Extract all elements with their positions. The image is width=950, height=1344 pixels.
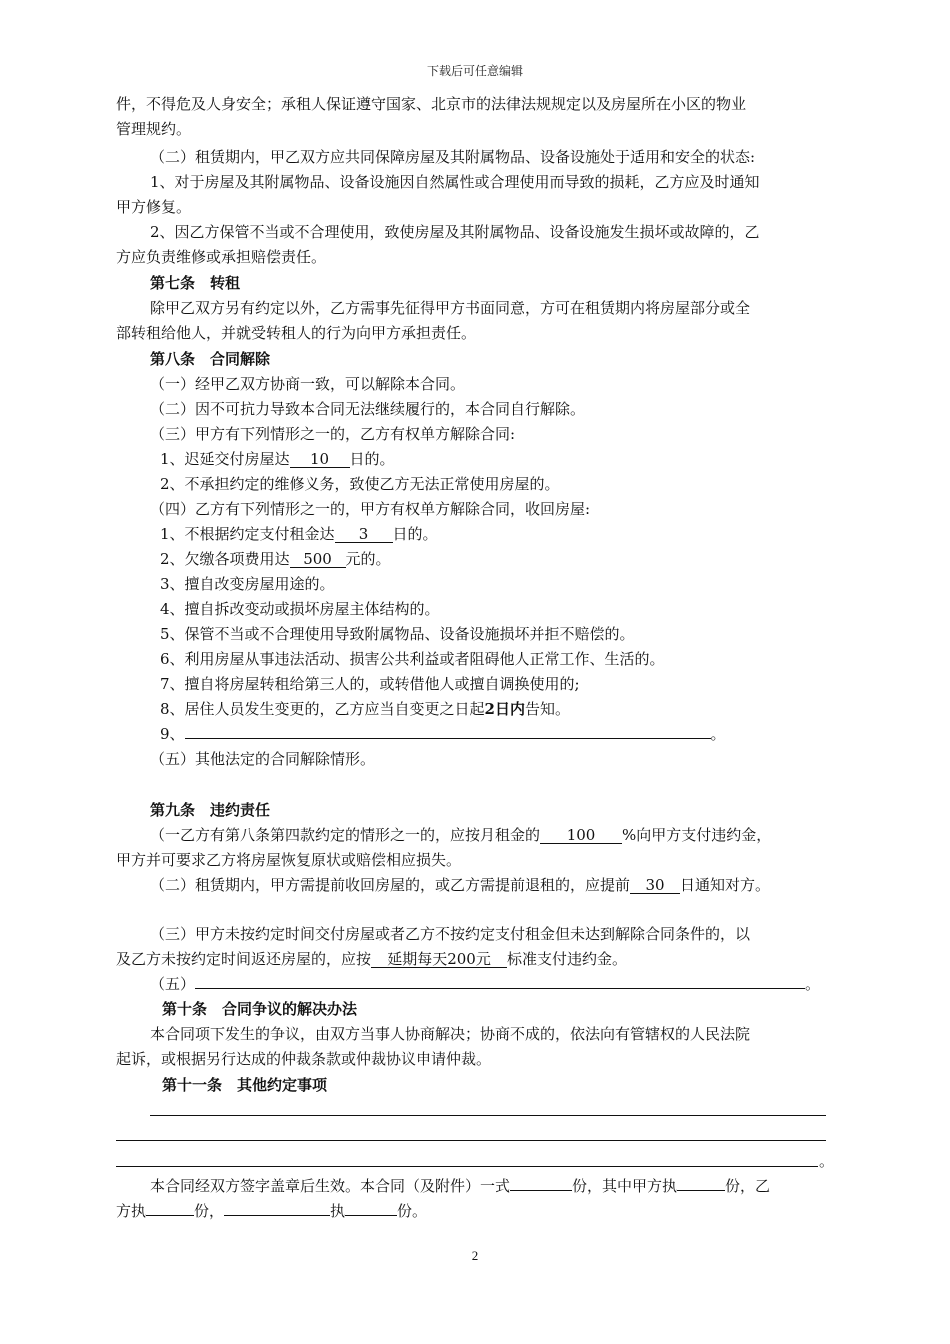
text-segment: 1、迟延交付房屋达 xyxy=(160,450,290,468)
text-segment: 9、 xyxy=(160,725,185,743)
text-segment: 。 xyxy=(819,1152,835,1170)
page-number: 2 xyxy=(471,1248,479,1263)
blank-line xyxy=(150,1115,826,1116)
text-line: （三）甲方有下列情形之一的，乙方有权单方解除合同: xyxy=(150,425,516,443)
text-line: （三）甲方未按约定时间交付房屋或者乙方不按约定支付租金但未达到解除合同条件的，以 xyxy=(150,925,751,943)
text-segment: 份，其中甲方执 xyxy=(572,1177,678,1195)
text-segment: （二）租赁期内，甲方需提前收回房屋的，或乙方需提前退租的，应提前 xyxy=(150,876,631,894)
text-line xyxy=(116,950,627,968)
text-segment: 日的。 xyxy=(392,525,438,543)
text-segment: 份。 xyxy=(397,1202,428,1220)
article-heading: 第十一条 其他约定事项 xyxy=(162,1076,328,1094)
text-segment: 。 xyxy=(710,725,726,743)
text-line: （五）其他法定的合同解除情形。 xyxy=(150,750,376,768)
blank-field xyxy=(185,738,711,739)
text-segment: 告知。 xyxy=(524,700,570,718)
text-line xyxy=(150,975,820,993)
text-line: 本合同项下发生的争议，由双方当事人协商解决；协商不成的，依法向有管辖权的人民法院 xyxy=(150,1025,751,1043)
text-segment: 标准支付违约金。 xyxy=(507,950,628,968)
text-segment: 执 xyxy=(330,1202,346,1220)
text-segment: 方执 xyxy=(116,1202,147,1220)
article-heading: 第八条 合同解除 xyxy=(150,350,271,368)
text-segment: （一乙方有第八条第四款约定的情形之一的，应按月租金的 xyxy=(150,826,541,844)
blank-line xyxy=(116,1166,818,1167)
text-line: 3、擅自改变房屋用途的。 xyxy=(160,575,335,593)
text-segment: 日通知对方。 xyxy=(680,876,771,894)
text-line: 5、保管不当或不合理使用导致附属物品、设备设施损坏并拒不赔偿的。 xyxy=(160,625,635,643)
text-segment: 元的。 xyxy=(345,550,391,568)
text-segment: 及乙方未按约定时间返还房屋的，应按 xyxy=(116,950,372,968)
text-line: 甲方修复。 xyxy=(116,198,192,216)
filled-blank: 3 xyxy=(335,527,393,543)
text-line: 甲方并可要求乙方将房屋恢复原状或赔偿相应损失。 xyxy=(116,851,462,869)
text-line xyxy=(116,1202,427,1220)
filled-blank: 30 xyxy=(630,878,680,894)
blank-field xyxy=(146,1215,194,1216)
text-line: （二）因不可抗力导致本合同无法继续履行的，本合同自行解除。 xyxy=(150,400,586,418)
blank-line xyxy=(116,1140,826,1141)
text-line: 1、对于房屋及其附属物品、设备设施因自然属性或合理使用而导致的损耗，乙方应及时通知 xyxy=(150,173,760,191)
text-line: 管理规约。 xyxy=(116,120,192,138)
text-line: 6、利用房屋从事违法活动、损害公共利益或者阻碍他人正常工作、生活的。 xyxy=(160,650,665,668)
text-segment: 份， xyxy=(194,1202,225,1220)
article-heading: 第九条 违约责任 xyxy=(150,801,271,819)
blank-field xyxy=(224,1215,330,1216)
text-line: 7、擅自将房屋转租给第三人的，或转借他人或擅自调换使用的; xyxy=(160,675,580,693)
page-header: 下载后可任意编辑 xyxy=(426,64,523,78)
text-segment: 日的。 xyxy=(349,450,395,468)
filled-blank: 延期每天200元 xyxy=(371,952,507,968)
text-segment: 。 xyxy=(805,975,821,993)
text-line: （四）乙方有下列情形之一的，甲方有权单方解除合同，收回房屋: xyxy=(150,500,591,518)
filled-blank: 500 xyxy=(290,552,346,568)
text-line xyxy=(160,725,726,743)
text-line xyxy=(150,1177,770,1195)
text-line: 4、擅自拆改变动或损坏房屋主体结构的。 xyxy=(160,600,440,618)
text-line: 件，不得危及人身安全；承租人保证遵守国家、北京市的法律法规规定以及房屋所在小区的物业 xyxy=(116,95,747,113)
text-line: 2、因乙方保管不当或不合理使用，致使房屋及其附属物品、设备设施发生损坏或故障的，乙 xyxy=(150,223,760,241)
text-line xyxy=(150,876,770,894)
text-segment: （五） xyxy=(150,975,196,993)
text-line: （二）租赁期内，甲乙双方应共同保障房屋及其附属物品、设备设施处于适用和安全的状态: xyxy=(150,148,756,166)
text-line: 除甲乙双方另有约定以外，乙方需事先征得甲方书面同意，方可在租赁期内将房屋部分或全 xyxy=(150,299,751,317)
text-line: （一）经甲乙双方协商一致，可以解除本合同。 xyxy=(150,375,466,393)
text-line xyxy=(160,450,395,468)
article-heading: 第十条 合同争议的解决办法 xyxy=(162,1000,358,1018)
blank-field xyxy=(195,988,805,989)
text-line: 方应负责维修或承担赔偿责任。 xyxy=(116,248,327,266)
bold-segment: 2日内 xyxy=(484,700,525,718)
text-segment: 2、欠缴各项费用达 xyxy=(160,550,290,568)
text-segment: %向甲方支付违约金， xyxy=(622,826,772,844)
text-line xyxy=(160,525,438,543)
text-segment: 份，乙 xyxy=(725,1177,771,1195)
text-line: 部转租给他人，并就受转租人的行为向甲方承担责任。 xyxy=(116,324,477,342)
filled-blank: 10 xyxy=(290,452,350,468)
blank-field xyxy=(677,1190,725,1191)
filled-blank: 100 xyxy=(540,828,622,844)
text-segment: 1、不根据约定支付租金达 xyxy=(160,525,335,543)
text-line: 起诉，或根据另行达成的仲裁条款或仲裁协议申请仲裁。 xyxy=(116,1050,492,1068)
article-heading: 第七条 转租 xyxy=(150,274,241,292)
text-line xyxy=(160,550,391,568)
text-line: 2、不承担约定的维修义务，致使乙方无法正常使用房屋的。 xyxy=(160,475,560,493)
blank-field xyxy=(510,1190,572,1191)
text-segment: 8、居住人员发生变更的，乙方应当自变更之日起 xyxy=(160,700,485,718)
text-line xyxy=(150,826,771,844)
blank-field xyxy=(345,1215,397,1216)
text-segment: 本合同经双方签字盖章后生效。本合同（及附件）一式 xyxy=(150,1177,511,1195)
text-line xyxy=(160,700,570,718)
